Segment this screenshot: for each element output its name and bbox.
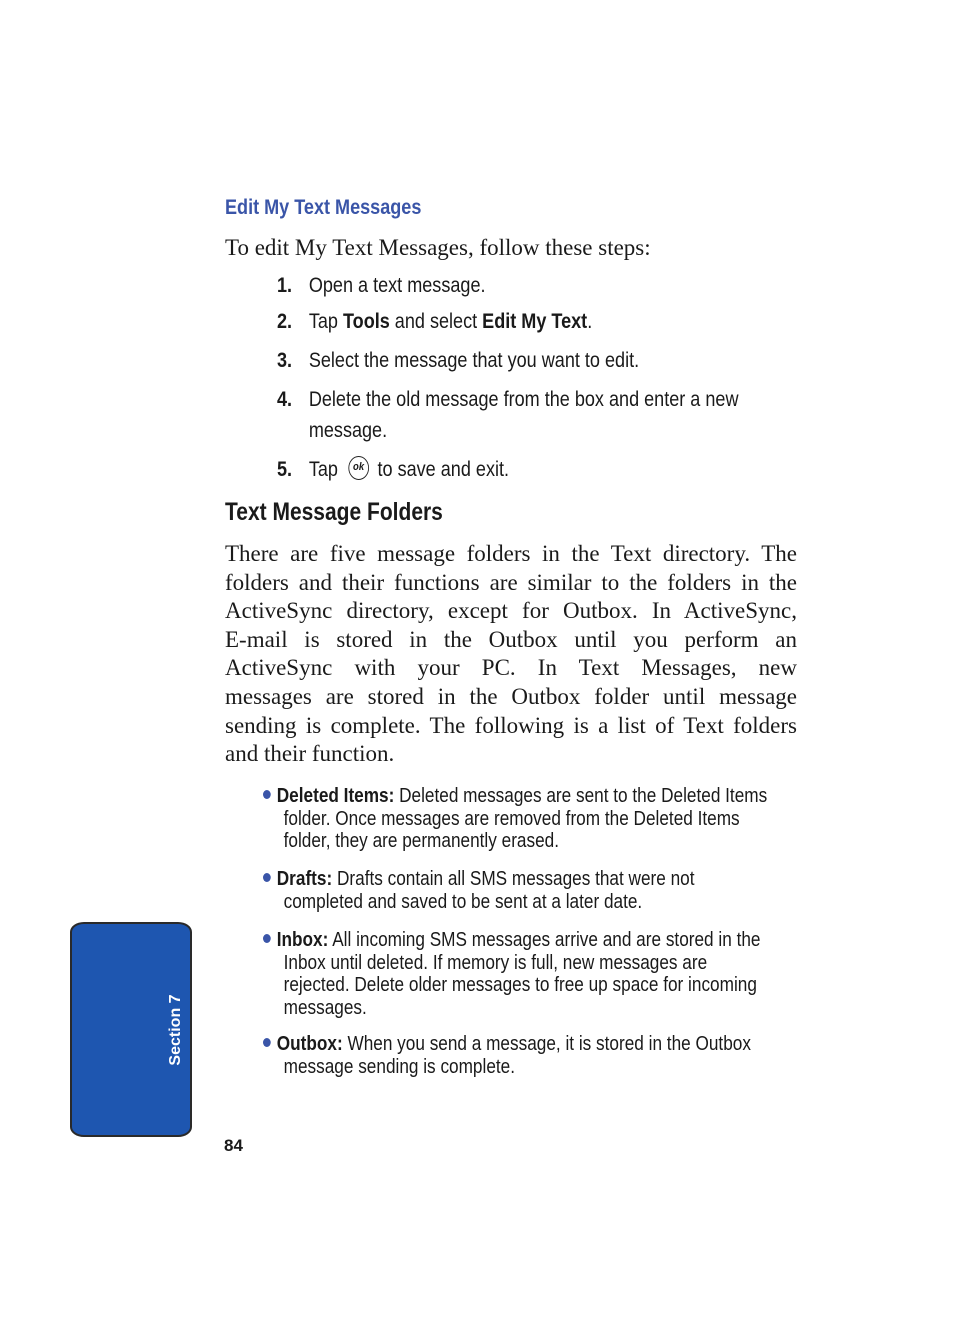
bullet-inbox: [263, 929, 760, 1019]
step-text: Open a text message.: [308, 274, 486, 297]
bullet-term: Outbox:: [276, 1033, 343, 1055]
bullet-dot-icon: [263, 1038, 271, 1047]
step-number: 2.: [277, 310, 293, 333]
step-text-continued: message.: [308, 419, 388, 442]
bullet-dot-icon: [263, 873, 271, 882]
bullet-dot-icon: [263, 790, 271, 799]
page-number: 84: [224, 1136, 243, 1155]
step-text: Tap: [308, 458, 338, 481]
paragraph-line: E-mail is stored in the Outbox until you perform an: [225, 626, 797, 652]
bullet-drafts: [263, 868, 695, 913]
step-text: Delete the old message from the box and enter a new: [308, 388, 739, 411]
bullet-text: folder. Once messages are removed from the Deleted Items: [283, 807, 740, 830]
step-text: Select the message that you want to edit.: [308, 349, 640, 372]
subsection-heading: Text Message Folders: [225, 498, 443, 526]
paragraph-line: folders and their functions are similar to the folders in the: [225, 569, 797, 595]
ok-button-icon: ok: [348, 456, 369, 480]
body-paragraph: [225, 540, 797, 769]
intro-text: To edit My Text Messages, follow these steps:: [225, 235, 651, 260]
step-number: 1.: [277, 274, 293, 297]
paragraph-line: messages are stored in the Outbox folder until message: [225, 683, 797, 709]
step-4: [277, 384, 739, 446]
bullet-text: Inbox until deleted. If memory is full, new messages are: [283, 951, 708, 974]
step-number: 4.: [277, 388, 293, 411]
bullet-text: Drafts contain all SMS messages that were not: [336, 868, 695, 890]
bullet-text: rejected. Delete older messages to free up space for incoming: [283, 974, 757, 996]
step-number: 5.: [277, 458, 293, 481]
step-3: [277, 345, 639, 376]
step-text: Tap: [308, 310, 343, 333]
bullet-text: When you send a message, it is stored in the Outbox: [347, 1033, 751, 1055]
bullet-term: Inbox:: [276, 929, 329, 951]
tools-label: Tools: [342, 310, 390, 333]
bullet-term: Drafts:: [276, 868, 333, 890]
step-2: [277, 306, 592, 337]
bullet-text: message sending is complete.: [283, 1055, 516, 1078]
edit-my-text-label: Edit My Text: [482, 310, 588, 333]
bullet-deleted-items: [263, 785, 767, 853]
bullet-text: All incoming SMS messages arrive and are stored in the: [332, 929, 761, 951]
paragraph-line: ActiveSync directory, except for Outbox. In ActiveSync,: [225, 598, 797, 624]
paragraph-line: ActiveSync with your PC. In Text Messages, new: [225, 655, 797, 681]
step-text: to save and exit.: [377, 458, 510, 481]
step-text: and select: [389, 310, 483, 333]
step-1: [277, 270, 486, 301]
bullet-text: completed and saved to be sent at a later date.: [283, 890, 643, 913]
bullet-text: folder, they are permanently erased.: [283, 830, 560, 852]
paragraph-line: There are five message folders in the Text directory. The: [225, 541, 797, 566]
bullet-outbox: [263, 1033, 751, 1078]
paragraph-line: sending is complete. The following is a list of Text folders: [225, 712, 797, 738]
step-5: [277, 454, 509, 485]
step-text: .: [587, 310, 593, 333]
section-heading: Edit My Text Messages: [225, 196, 422, 219]
section-tab-label: Section 7: [167, 994, 184, 1066]
bullet-text: messages.: [283, 996, 367, 1019]
bullet-dot-icon: [263, 934, 271, 943]
step-number: 3.: [277, 349, 293, 372]
paragraph-line: and their function.: [225, 741, 395, 767]
bullet-text: Deleted messages are sent to the Deleted Items: [399, 785, 768, 807]
bullet-term: Deleted Items:: [276, 785, 395, 807]
